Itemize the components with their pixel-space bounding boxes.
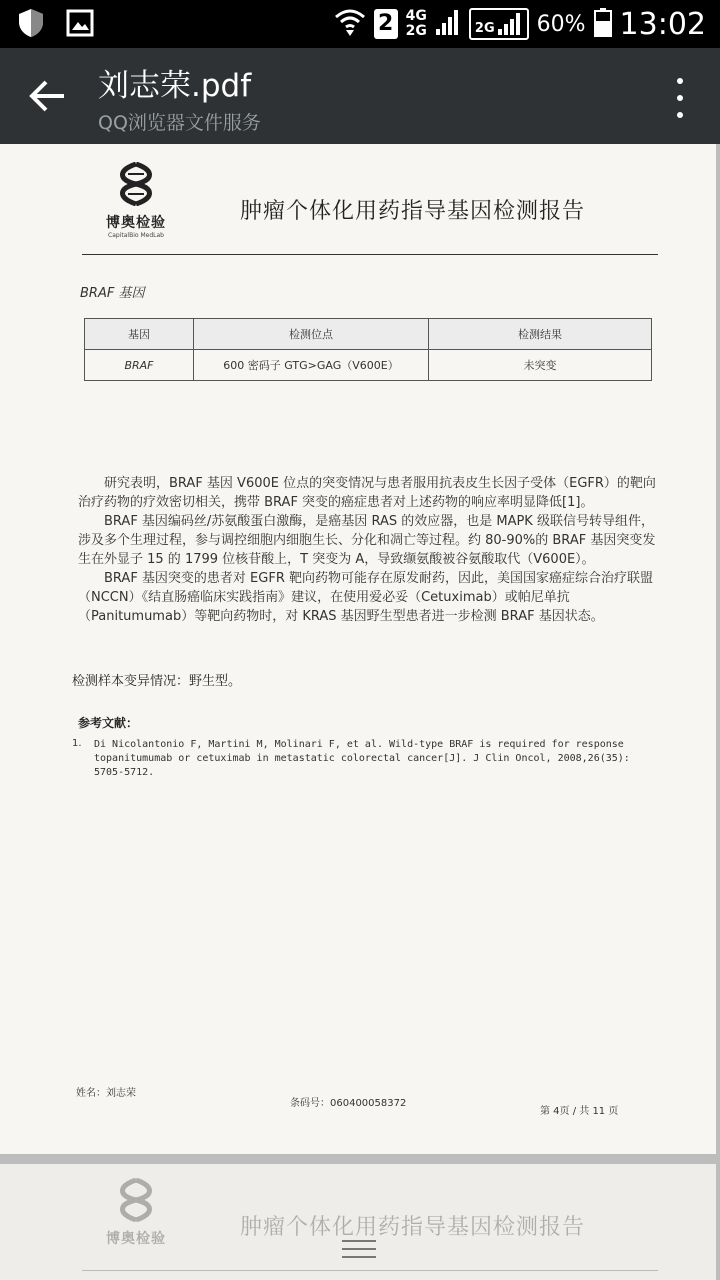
- dot: [677, 95, 683, 101]
- more-options-button[interactable]: [674, 78, 686, 118]
- wifi-icon: [334, 7, 366, 41]
- handle-line: [342, 1248, 376, 1250]
- dot: [677, 78, 683, 84]
- logo-text-cn: 博奥检验: [106, 215, 166, 231]
- page-subtitle: QQ浏览器文件服务: [98, 112, 261, 134]
- result-table: [84, 318, 652, 381]
- handle-line: [342, 1240, 376, 1242]
- signal-icon-2: [497, 12, 523, 36]
- dna-logo-icon: [108, 1178, 164, 1222]
- company-logo: [104, 162, 168, 239]
- header-divider: [82, 254, 658, 255]
- table-cell: 600 密码子 GTG>GAG（V600E）: [194, 350, 429, 381]
- back-arrow-icon: [26, 74, 70, 118]
- description-text: [78, 474, 658, 626]
- network-top-label: 4G: [405, 8, 427, 24]
- back-button[interactable]: [26, 74, 70, 118]
- pdf-viewer[interactable]: [0, 144, 720, 1280]
- table-row: [85, 350, 652, 381]
- gene-section-label: BRAF 基因: [80, 286, 145, 301]
- battery-percent: 60%: [536, 11, 586, 37]
- pdf-page: [0, 144, 716, 1154]
- battery-icon: [594, 7, 612, 41]
- logo-text-cn: 博奥检验: [106, 1231, 166, 1247]
- footer-barcode: 条码号：060400058372: [290, 1098, 407, 1109]
- footer-name: 姓名：刘志荣: [76, 1088, 136, 1099]
- table-cell: 未突变: [429, 350, 652, 381]
- table-header: 检测位点: [194, 319, 429, 350]
- table-cell: BRAF: [85, 350, 194, 381]
- dot: [677, 112, 683, 118]
- paragraph: 研究表明，BRAF 基因 V600E 位点的突变情况与患者服用抗表皮生长因子受体（EGFR）的靶向治疗药物的疗效密切相关，携带 BRAF 突变的癌症患者对上述药物的响应率明显降低[1]。: [78, 476, 656, 510]
- app-title-bar: [0, 48, 720, 144]
- network-box-label: 2G: [474, 21, 495, 36]
- network-type: [406, 9, 427, 39]
- next-pdf-page: [0, 1164, 716, 1280]
- paragraph: BRAF 基因突变的患者对 EGFR 靶向药物可能存在原发耐药，因此，美国国家癌症综合治疗联盟（NCCN）《结直肠癌临床实践指南》建议，在使用爱必妥（Cetuximab）或帕尼单抗（Panitumumab）等靶向药物时，对 KRAS 基因野生型患者进一步检测 BRAF 基因状态。: [78, 571, 653, 624]
- footer-page-number: 第 4页 / 共 11 页: [540, 1106, 619, 1117]
- reference-number: 1.: [72, 738, 82, 749]
- image-icon: [66, 9, 94, 41]
- table-header-row: [85, 319, 652, 350]
- report-title: 肿瘤个体化用药指导基因检测报告: [240, 199, 586, 224]
- handle-line: [342, 1256, 376, 1258]
- table-header: 检测结果: [429, 319, 652, 350]
- company-logo: [104, 1178, 168, 1248]
- second-sim-signal: [469, 8, 529, 40]
- signal-icon: [435, 7, 461, 41]
- table-header: 基因: [85, 319, 194, 350]
- shield-icon: [18, 8, 44, 42]
- clock: 13:02: [619, 6, 706, 42]
- status-bar: [0, 0, 720, 48]
- logo-text-en: CapitalBio MedLab: [108, 232, 164, 239]
- network-bottom-label: 2G: [405, 23, 427, 39]
- references-heading: 参考文献：: [78, 716, 139, 730]
- report-title: 肿瘤个体化用药指导基因检测报告: [240, 1215, 586, 1240]
- header-divider: [82, 1270, 658, 1271]
- drag-handle-icon[interactable]: [342, 1240, 376, 1258]
- reference-item: Di Nicolantonio F, Martini M, Molinari F, et al. Wild-type BRAF is required for response topanitumumab or cetuximab in metastatic colorectal cancer[J]. J Clin Oncol, 2008,26(35): 5705-5712.: [94, 739, 630, 778]
- paragraph: BRAF 基因编码丝/苏氨酸蛋白激酶，是癌基因 RAS 的效应器，也是 MAPK 级联信号转导组件，涉及多个生理过程，参与调控细胞内细胞生长、分化和凋亡等过程。约 80-90%的 BRAF 基因突变发生在外显子 15 的 1799 位核苷酸上，T 突变为 A，导致缬氨酸被谷氨酸取代（V600E）。: [78, 514, 656, 567]
- sim-slot-badge: 2: [374, 9, 398, 39]
- dna-logo-icon: [108, 162, 164, 206]
- detection-result: 检测样本变异情况：野生型。: [72, 674, 242, 689]
- page-title: 刘志荣.pdf: [98, 68, 252, 104]
